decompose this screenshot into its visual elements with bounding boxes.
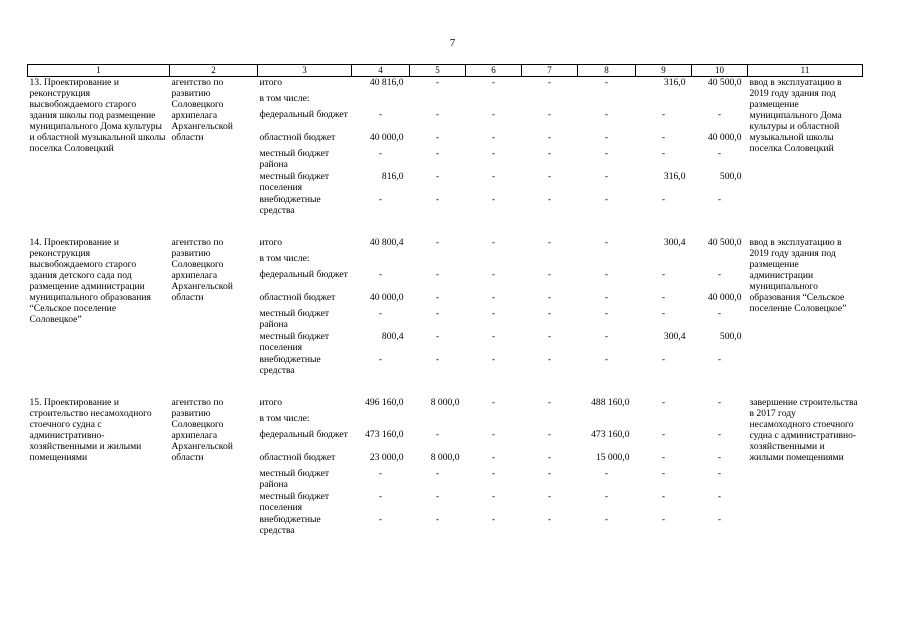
amount-cell	[636, 413, 692, 429]
amount-cell: 15 000,0	[595, 452, 630, 463]
amount-cell: -	[435, 331, 440, 342]
budget-table	[27, 64, 863, 537]
amount-cell: -	[491, 109, 496, 120]
project-name: 13. Проектирование и реконструкция высвобождаемого старого здания школы под размещение муниципального Дома культуры и областной музыкальной школы поселка Соловецкий	[29, 77, 166, 154]
source-label: местный бюджет поселения	[259, 331, 330, 353]
amount-cell: -	[547, 397, 552, 408]
amount-cell: -	[491, 397, 496, 408]
amount-cell: -	[435, 514, 440, 525]
amount-cell: -	[491, 491, 496, 502]
col-header: 4	[352, 65, 410, 77]
project-name: 15. Проектирование и строительство несамоходного стоечного судна с административно-хозяйственными и жилыми помещениями	[29, 397, 152, 463]
amount-cell	[466, 93, 522, 109]
source-label: федеральный бюджет	[259, 269, 348, 280]
amount-cell: 500,0	[719, 331, 742, 342]
table-row	[28, 237, 863, 253]
amount-cell: 473 160,0	[591, 429, 630, 440]
source-label: итого	[259, 237, 282, 248]
col-header: 9	[636, 65, 692, 77]
source-label: итого	[259, 397, 282, 408]
agency-name: агентство по развитию Соловецкого архипелага Архангельской области	[171, 237, 233, 303]
amount-cell: -	[491, 171, 496, 182]
amount-cell: -	[604, 269, 609, 280]
amount-cell	[522, 253, 578, 269]
amount-cell: 40 816,0	[369, 77, 404, 88]
amount-cell: -	[661, 132, 666, 143]
source-label: в том числе:	[259, 253, 310, 264]
amount-cell: 316,0	[663, 171, 686, 182]
amount-cell: -	[547, 109, 552, 120]
amount-cell: 816,0	[381, 171, 404, 182]
amount-cell	[522, 413, 578, 429]
amount-cell: -	[491, 77, 496, 88]
table-row	[28, 77, 863, 94]
amount-cell: -	[378, 194, 383, 205]
block-spacer	[28, 377, 863, 397]
amount-cell: -	[378, 269, 383, 280]
amount-cell: -	[604, 308, 609, 319]
col-header: 10	[692, 65, 748, 77]
amount-cell: -	[717, 468, 722, 479]
amount-cell: -	[604, 132, 609, 143]
amount-cell: -	[547, 514, 552, 525]
amount-cell: -	[604, 491, 609, 502]
amount-cell: -	[604, 77, 609, 88]
project-name: 14. Проектирование и реконструкция высвобождаемого старого здания детского сада под размещение администрации муниципального образования “Сельское поселение Соловецкое”	[29, 237, 151, 325]
amount-cell: -	[604, 292, 609, 303]
amount-cell: -	[604, 468, 609, 479]
source-label: областной бюджет	[259, 292, 336, 303]
amount-cell: 40 500,0	[707, 77, 742, 88]
amount-cell	[352, 253, 410, 269]
amount-cell: -	[717, 269, 722, 280]
amount-cell: -	[717, 194, 722, 205]
header-row	[28, 65, 863, 77]
amount-cell	[410, 93, 466, 109]
amount-cell: -	[604, 109, 609, 120]
amount-cell: -	[661, 292, 666, 303]
table-row	[28, 397, 863, 413]
amount-cell: -	[547, 452, 552, 463]
amount-cell	[636, 253, 692, 269]
amount-cell: -	[378, 491, 383, 502]
amount-cell: -	[547, 429, 552, 440]
amount-cell: -	[491, 132, 496, 143]
amount-cell: -	[491, 354, 496, 365]
amount-cell: 8 000,0	[430, 397, 460, 408]
amount-cell: -	[491, 292, 496, 303]
amount-cell: -	[378, 514, 383, 525]
amount-cell: 40 000,0	[369, 292, 404, 303]
amount-cell	[522, 93, 578, 109]
amount-cell: -	[661, 429, 666, 440]
source-label: внебюджетные средства	[259, 354, 321, 376]
amount-cell: 800,4	[381, 331, 404, 342]
amount-cell: -	[717, 514, 722, 525]
amount-cell: 300,4	[663, 237, 686, 248]
amount-cell: -	[378, 109, 383, 120]
expected-result: ввод в эксплуатацию в 2019 году здания под размещение администрации муниципального образования “Сельское поселение Соловецкое”	[749, 237, 847, 314]
amount-cell: -	[604, 148, 609, 159]
amount-cell: -	[491, 468, 496, 479]
amount-cell: -	[491, 308, 496, 319]
col-header: 3	[258, 65, 352, 77]
amount-cell: -	[435, 354, 440, 365]
amount-cell: -	[491, 514, 496, 525]
col-header: 8	[578, 65, 636, 77]
amount-cell	[578, 93, 636, 109]
source-label: местный бюджет района	[259, 148, 330, 170]
source-label: местный бюджет района	[259, 468, 330, 490]
amount-cell: -	[547, 331, 552, 342]
amount-cell: -	[491, 237, 496, 248]
amount-cell: -	[547, 292, 552, 303]
col-header: 2	[170, 65, 258, 77]
amount-cell: -	[661, 109, 666, 120]
source-label: федеральный бюджет	[259, 109, 348, 120]
amount-cell: -	[547, 269, 552, 280]
amount-cell: -	[661, 194, 666, 205]
amount-cell: 473 160,0	[365, 429, 404, 440]
amount-cell: 500,0	[719, 171, 742, 182]
col-header: 6	[466, 65, 522, 77]
amount-cell	[466, 413, 522, 429]
amount-cell: 316,0	[663, 77, 686, 88]
amount-cell: -	[717, 109, 722, 120]
source-label: областной бюджет	[259, 452, 336, 463]
amount-cell: -	[661, 452, 666, 463]
amount-cell: -	[491, 452, 496, 463]
amount-cell: -	[378, 308, 383, 319]
amount-cell: -	[491, 148, 496, 159]
amount-cell: -	[717, 452, 722, 463]
amount-cell: -	[547, 308, 552, 319]
amount-cell: -	[435, 429, 440, 440]
spacer-cell	[28, 377, 863, 397]
amount-cell: -	[378, 354, 383, 365]
amount-cell: -	[717, 397, 722, 408]
amount-cell: -	[378, 468, 383, 479]
amount-cell: -	[435, 468, 440, 479]
amount-cell: -	[491, 194, 496, 205]
amount-cell: -	[435, 109, 440, 120]
amount-cell	[352, 413, 410, 429]
amount-cell: -	[491, 269, 496, 280]
amount-cell: -	[435, 194, 440, 205]
amount-cell: -	[661, 354, 666, 365]
col-header: 11	[748, 65, 863, 77]
source-label: внебюджетные средства	[259, 194, 321, 216]
amount-cell: -	[604, 514, 609, 525]
amount-cell	[578, 253, 636, 269]
amount-cell: -	[717, 354, 722, 365]
amount-cell: -	[547, 468, 552, 479]
source-label: в том числе:	[259, 413, 310, 424]
amount-cell: 40 000,0	[369, 132, 404, 143]
amount-cell: -	[604, 171, 609, 182]
source-label: внебюджетные средства	[259, 514, 321, 536]
amount-cell: -	[604, 237, 609, 248]
amount-cell: -	[717, 308, 722, 319]
spacer-cell	[28, 217, 863, 237]
amount-cell	[466, 253, 522, 269]
amount-cell: -	[661, 269, 666, 280]
amount-cell: 23 000,0	[369, 452, 404, 463]
amount-cell: -	[661, 468, 666, 479]
amount-cell: 300,4	[663, 331, 686, 342]
source-label: местный бюджет поселения	[259, 491, 330, 513]
amount-cell: -	[604, 331, 609, 342]
amount-cell	[692, 253, 748, 269]
col-header: 7	[522, 65, 578, 77]
amount-cell: -	[717, 429, 722, 440]
amount-cell: 40 000,0	[707, 292, 742, 303]
source-label: местный бюджет района	[259, 308, 330, 330]
amount-cell: -	[435, 77, 440, 88]
amount-cell: -	[435, 148, 440, 159]
col-header: 5	[410, 65, 466, 77]
source-label: итого	[259, 77, 282, 88]
amount-cell: 496 160,0	[365, 397, 404, 408]
agency-name: агентство по развитию Соловецкого архипелага Архангельской области	[171, 397, 233, 463]
amount-cell: -	[547, 491, 552, 502]
amount-cell	[410, 413, 466, 429]
amount-cell: -	[435, 237, 440, 248]
amount-cell: -	[547, 148, 552, 159]
amount-cell	[692, 93, 748, 109]
source-label: местный бюджет поселения	[259, 171, 330, 193]
source-label: областной бюджет	[259, 132, 336, 143]
col-header: 1	[28, 65, 170, 77]
amount-cell: -	[661, 397, 666, 408]
page-number: 7	[449, 37, 456, 49]
amount-cell: -	[547, 354, 552, 365]
agency-name: агентство по развитию Соловецкого архипелага Архангельской области	[171, 77, 233, 143]
amount-cell: 40 500,0	[707, 237, 742, 248]
amount-cell: -	[435, 171, 440, 182]
amount-cell: 8 000,0	[430, 452, 460, 463]
amount-cell: -	[661, 491, 666, 502]
amount-cell: -	[547, 171, 552, 182]
amount-cell: -	[435, 308, 440, 319]
amount-cell: -	[435, 491, 440, 502]
amount-cell: -	[547, 132, 552, 143]
amount-cell: -	[547, 237, 552, 248]
block-spacer	[28, 217, 863, 237]
amount-cell: -	[491, 331, 496, 342]
expected-result: ввод в эксплуатацию в 2019 году здания под размещение муниципального Дома культуры и областной музыкальной школы поселка Соловецкий	[749, 77, 842, 154]
amount-cell: -	[435, 292, 440, 303]
amount-cell: -	[435, 132, 440, 143]
source-label: федеральный бюджет	[259, 429, 348, 440]
amount-cell	[578, 413, 636, 429]
amount-cell: -	[717, 148, 722, 159]
amount-cell: -	[661, 148, 666, 159]
amount-cell: -	[661, 308, 666, 319]
expected-result: завершение строительства в 2017 году несамоходного стоечного судна с административно-хозяйственными и жилыми помещениями	[749, 397, 858, 463]
amount-cell	[636, 93, 692, 109]
amount-cell: -	[491, 429, 496, 440]
amount-cell: -	[604, 354, 609, 365]
amount-cell	[692, 413, 748, 429]
amount-cell	[352, 93, 410, 109]
amount-cell: 40 800,4	[369, 237, 404, 248]
amount-cell: -	[661, 514, 666, 525]
amount-cell	[410, 253, 466, 269]
amount-cell: 488 160,0	[591, 397, 630, 408]
amount-cell: -	[547, 77, 552, 88]
amount-cell: 40 000,0	[707, 132, 742, 143]
amount-cell: -	[547, 194, 552, 205]
amount-cell: -	[604, 194, 609, 205]
source-label: в том числе:	[259, 93, 310, 104]
amount-cell: -	[435, 269, 440, 280]
amount-cell: -	[717, 491, 722, 502]
amount-cell: -	[378, 148, 383, 159]
